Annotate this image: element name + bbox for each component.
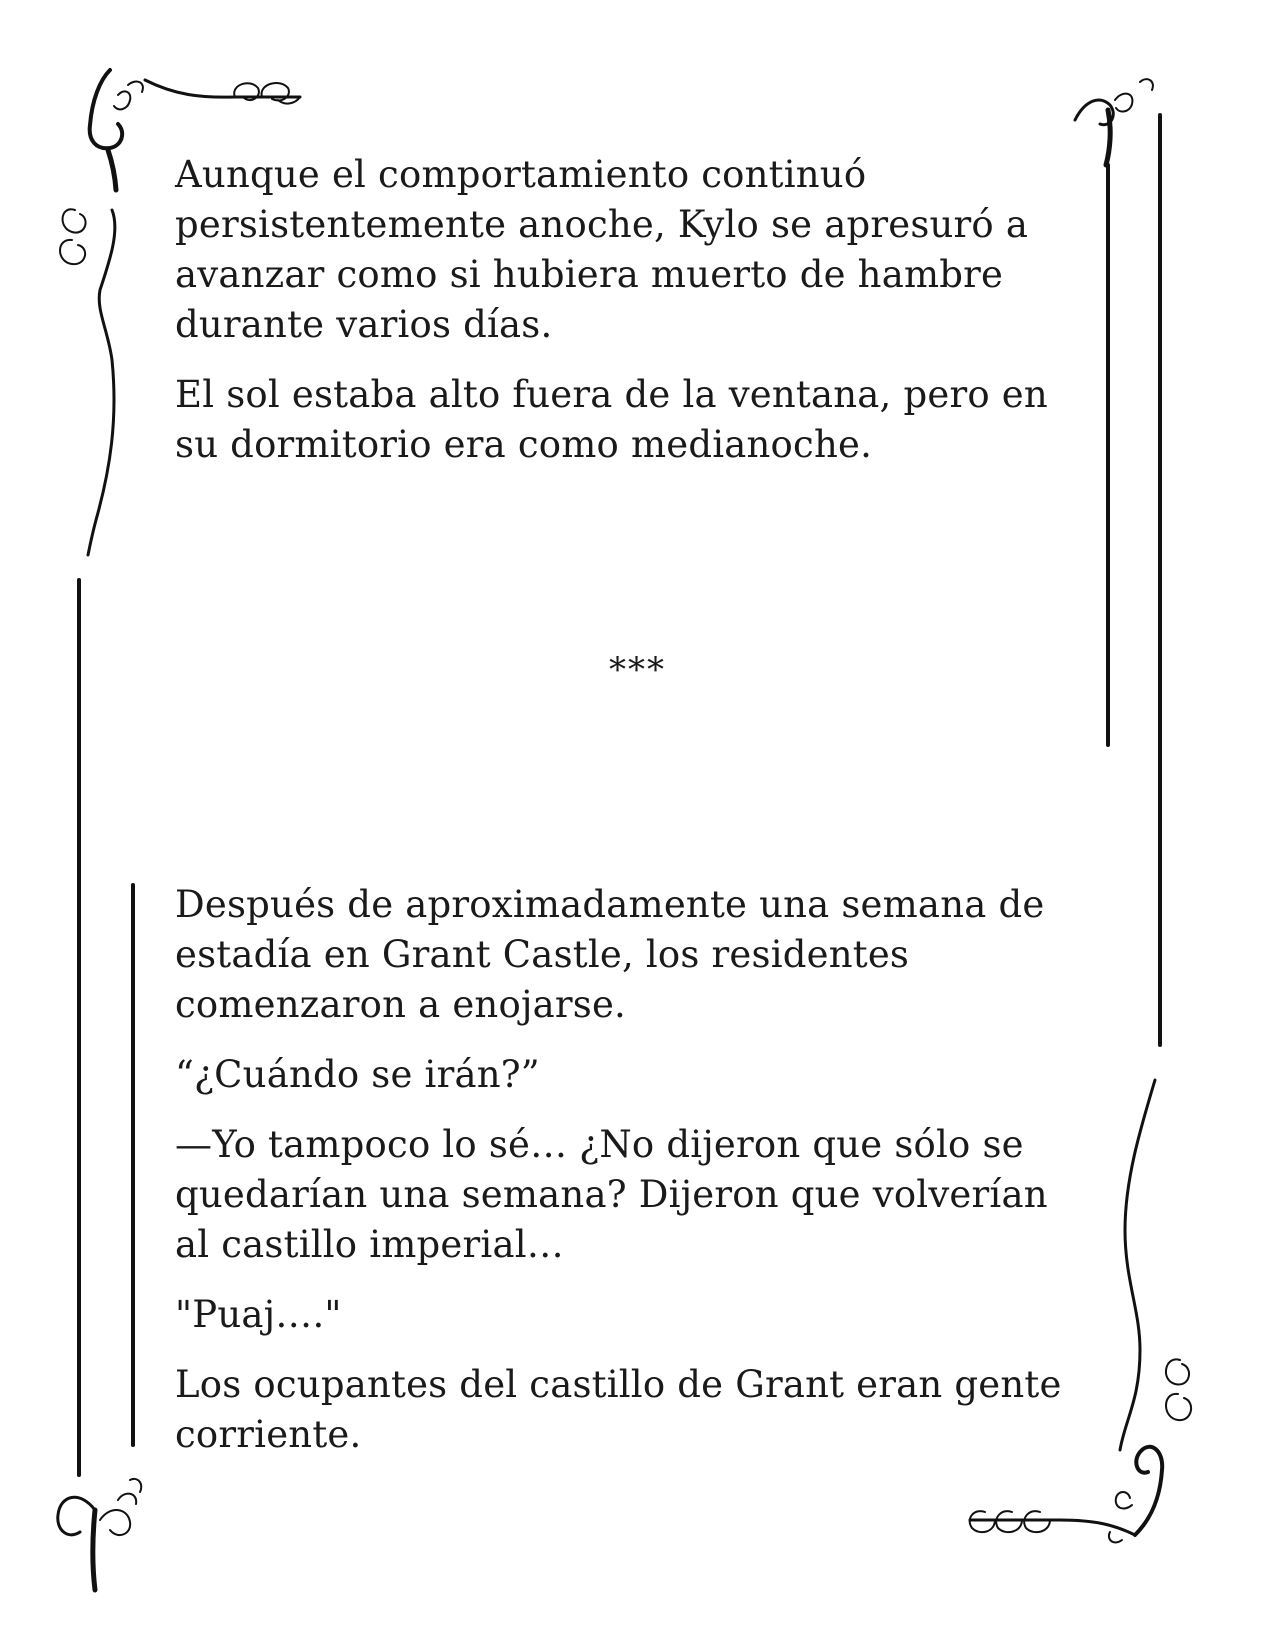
paragraph: Aunque el comportamiento continuó persistentemente anoche, Kylo se apresuró a avanzar como si hubiera muerto de hambre durante varios días. <box>175 153 1029 346</box>
paragraph: “¿Cuándo se irán?” <box>175 1053 540 1096</box>
paragraph: El sol estaba alto fuera de la ventana, pero en su dormitorio era como medianoche. <box>175 373 1048 466</box>
section-separator: *** <box>609 650 666 690</box>
paragraph: Los ocupantes del castillo de Grant eran gente corriente. <box>175 1363 1062 1456</box>
paragraph: "Puaj…." <box>175 1293 342 1336</box>
paragraph: —Yo tampoco lo sé… ¿No dijeron que sólo se quedarían una semana? Dijeron que volverían al castillo imperial… <box>175 1123 1048 1266</box>
right-lower-flourish-icon <box>1120 1080 1191 1450</box>
text-block-bottom <box>175 880 1075 1480</box>
top-right-flourish-icon <box>1075 79 1153 165</box>
bottom-left-flourish-icon <box>58 1479 141 1590</box>
text-block-top <box>175 150 1075 490</box>
paragraph: Después de aproximadamente una semana de estadía en Grant Castle, los residentes comenzaron a enojarse. <box>175 883 1045 1026</box>
